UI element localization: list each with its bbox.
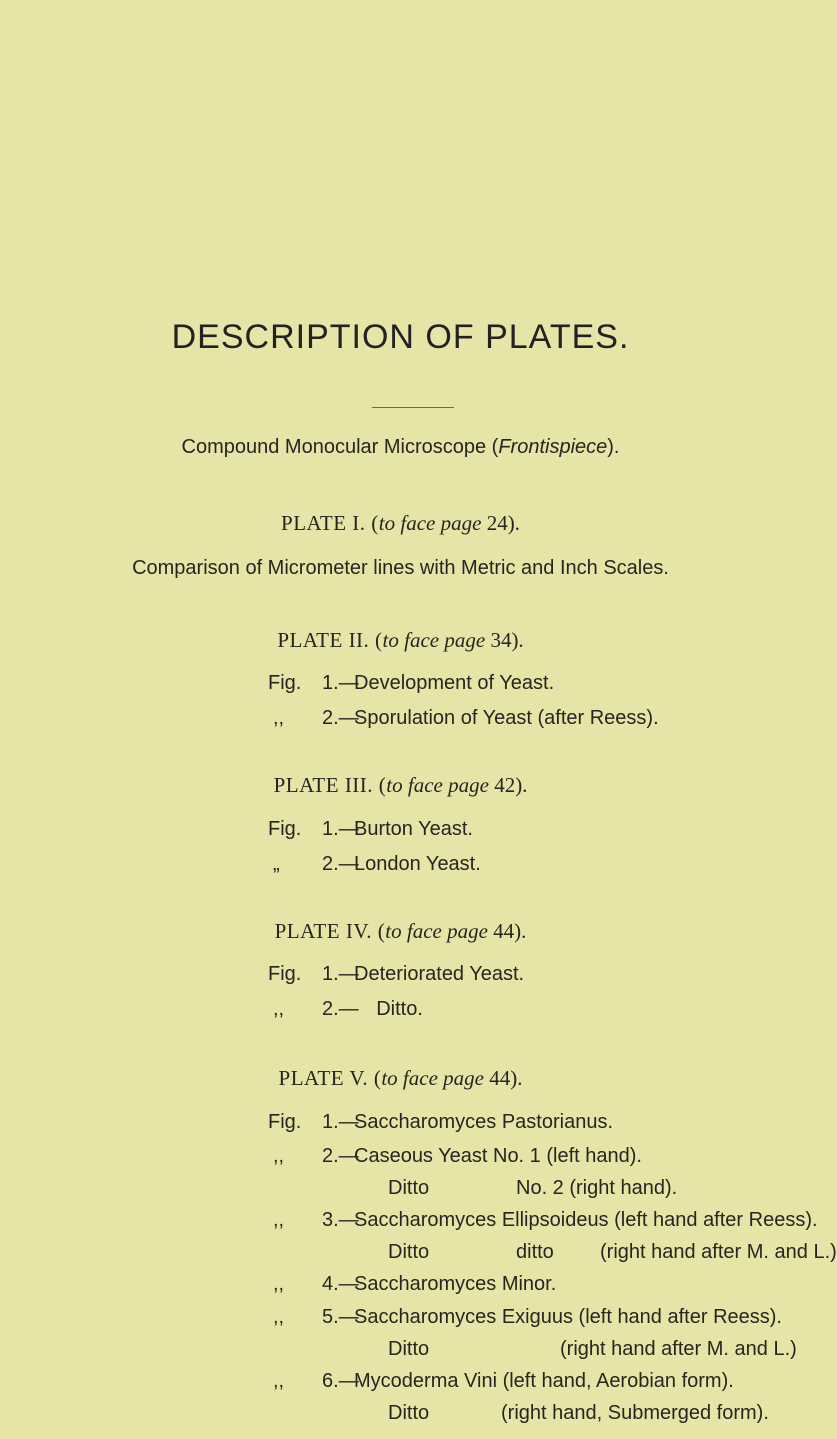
fig-description: Development of Yeast. [354,672,555,694]
fig-description: London Yeast. [354,853,481,875]
plate-1-heading [0,511,801,536]
fig-description: Ditto. [354,998,423,1020]
fig-number: 2.— [322,707,359,729]
frontispiece-text: Compound Monocular Microscope ( [181,436,499,458]
plate-3-label: PLATE III. ( [273,773,387,797]
plate-5-fig-6-ditto: Ditto [388,1402,430,1424]
plate-5-fig-2-ditto: Ditto [388,1177,430,1199]
fig-prefix: ,, [273,707,285,729]
fig-number: 2.— [322,853,359,875]
fig-prefix: Fig. [268,818,302,840]
fig-number: 4.— [322,1273,359,1295]
fig-number: 1.— [322,1111,359,1133]
plate-3-fig-1 [0,818,801,846]
plate-2-page: 34). [485,628,524,652]
title-divider [372,407,454,408]
fig-prefix: ,, [273,1306,285,1328]
fig-prefix: Fig. [268,963,302,985]
plate-5-fig-2 [0,1145,801,1173]
plate-4-fig-2 [0,998,801,1026]
fig-description: Sporulation of Yeast (after Reess). [354,707,659,729]
plate-2-fig-1 [0,672,801,700]
plate-5-fig-3-ditto: Ditto [388,1241,430,1263]
plate-5-page: 44). [483,1066,523,1090]
fig-description: Mycoderma Vini (left hand, Aerobian form). [354,1370,734,1392]
fig-description: Saccharomyces Minor. [354,1273,557,1295]
plate-5-fig-2-right: No. 2 (right hand). [516,1177,678,1199]
fig-number: 1.— [322,963,359,985]
plate-2-label: PLATE II. ( [277,628,383,652]
plate-4-label: PLATE IV. ( [274,919,386,943]
page-title: DESCRIPTION OF PLATES. [171,318,630,356]
fig-number: 6.— [322,1370,359,1392]
plate-2-fig-2 [0,707,801,735]
plate-4-heading [0,919,801,944]
fig-prefix: ,, [273,1209,285,1231]
plate-4-page: 44). [487,919,527,943]
plate-3-fig-2 [0,853,801,881]
plate-4-fig-1 [0,963,801,991]
plate-5-italic: to face page [381,1066,484,1090]
plate-1-label: PLATE I. ( [281,511,379,535]
plate-5-fig-5-ditto: Ditto [388,1338,430,1360]
fig-prefix: ,, [273,1273,285,1295]
plate-5-fig-5 [0,1306,801,1334]
plate-5-fig-3-right: (right hand after M. and L.) [600,1241,837,1263]
plate-2-heading [0,628,801,653]
fig-description: Saccharomyces Exiguus (left hand after Reess). [354,1306,782,1328]
plate-5-label: PLATE V. ( [278,1066,382,1090]
frontispiece-line [0,436,801,459]
plate-5-fig-3-ditto-lower: ditto [516,1241,554,1263]
plate-3-page: 42). [488,773,528,797]
fig-number: 1.— [322,818,359,840]
plate-5-heading [0,1066,801,1091]
plate-5-fig-1 [0,1111,801,1139]
frontispiece-italic: Frontispiece [498,436,608,458]
fig-description: Caseous Yeast No. 1 (left hand). [354,1145,642,1167]
fig-prefix: ,, [273,1145,285,1167]
plate-5-fig-6-right: (right hand, Submerged form). [501,1402,769,1424]
plate-1-note: Comparison of Micrometer lines with Metric and Inch Scales. [132,557,669,579]
fig-number: 5.— [322,1306,359,1328]
plate-5-fig-5-right: (right hand after M. and L.) [560,1338,797,1360]
plate-1-italic: to face page [378,511,482,535]
fig-number: 2.— [322,1145,359,1167]
plate-5-fig-3 [0,1209,818,1237]
fig-number: 1.— [322,672,359,694]
fig-prefix: Fig. [268,672,302,694]
fig-description: Burton Yeast. [354,818,473,840]
fig-prefix: Fig. [268,1111,302,1133]
plate-5-fig-6 [0,1370,801,1398]
plate-5-fig-4 [0,1273,801,1301]
plate-3-heading [0,773,801,798]
fig-number: 2.— [322,998,359,1020]
plate-4-italic: to face page [385,919,488,943]
fig-description: Saccharomyces Pastorianus. [354,1111,614,1133]
plate-1-page: 24). [481,511,520,535]
fig-description: Saccharomyces Ellipsoideus (left hand after Reess). [354,1209,818,1231]
fig-prefix: ,, [273,998,285,1020]
fig-prefix: ,, [273,1370,285,1392]
fig-description: Deteriorated Yeast. [354,963,525,985]
plate-2-italic: to face page [382,628,486,652]
frontispiece-end: ). [607,436,620,458]
plate-3-italic: to face page [386,773,489,797]
fig-prefix: „ [273,853,280,875]
fig-number: 3.— [322,1209,359,1231]
